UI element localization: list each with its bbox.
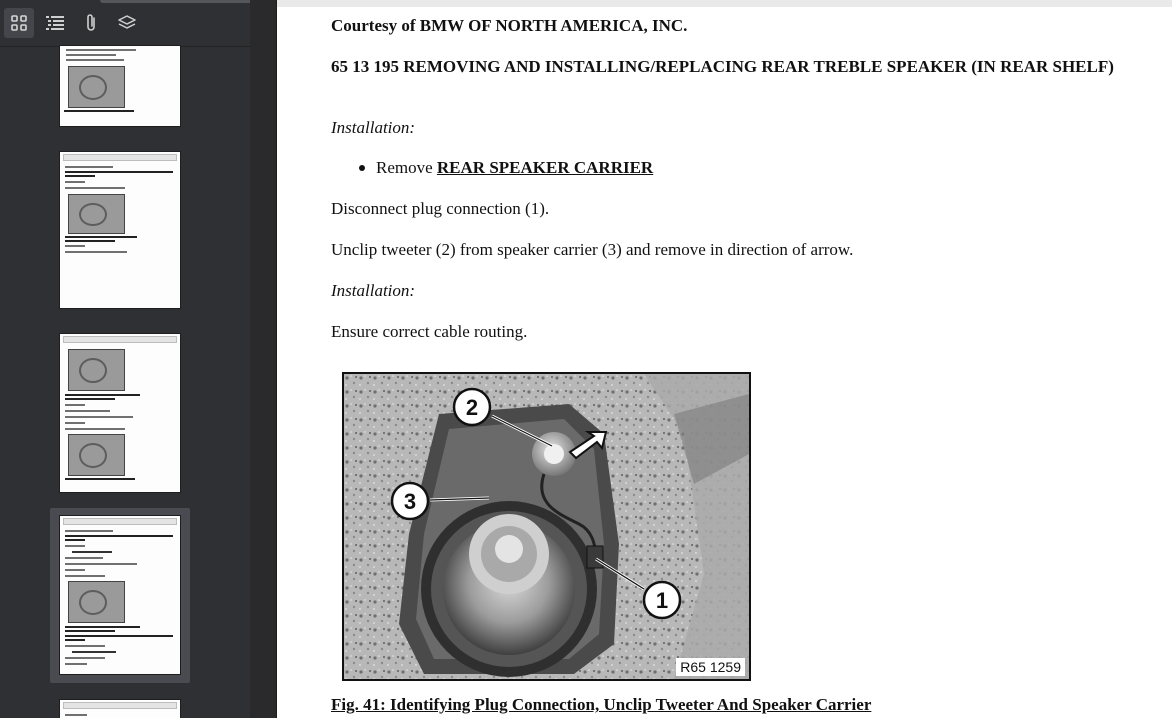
sidebar-splitter[interactable] <box>250 0 277 718</box>
page-thumbnail[interactable] <box>60 334 180 492</box>
step-cable-routing: Ensure correct cable routing. <box>331 322 528 341</box>
page-thumbnail[interactable] <box>60 700 180 718</box>
document-page <box>277 0 1172 718</box>
callout-2: 2 <box>465 395 479 420</box>
page-thumbnail[interactable] <box>60 152 180 308</box>
thumbnail-sidebar <box>0 0 251 718</box>
rear-speaker-carrier-link[interactable]: REAR SPEAKER CARRIER <box>436 158 654 177</box>
section-heading: 65 13 195 REMOVING AND INSTALLING/REPLACING REAR TREBLE SPEAKER (IN REAR SHELF) <box>331 57 1114 76</box>
page-thumbnail-current[interactable] <box>60 516 180 674</box>
speaker-figure <box>342 372 751 681</box>
thumbnails-icon[interactable] <box>4 8 34 38</box>
installation-label: Installation: <box>331 281 416 300</box>
sidebar-toolbar <box>0 0 250 47</box>
bullet-point <box>359 165 365 171</box>
bullet-prefix: Remove <box>376 158 437 177</box>
speaker-photo <box>344 374 749 679</box>
step-unclip: Unclip tweeter (2) from speaker carrier (3) and remove in direction of arrow. <box>331 240 854 259</box>
step-disconnect: Disconnect plug connection (1). <box>331 199 550 218</box>
outline-icon[interactable] <box>40 8 70 38</box>
attachments-icon[interactable] <box>76 8 106 38</box>
figure-caption: Fig. 41: Identifying Plug Connection, Unclip Tweeter And Speaker Carrier <box>331 695 872 714</box>
figure-code: R65 1259 <box>676 658 745 676</box>
callout-3: 3 <box>403 489 417 514</box>
bullet-item <box>376 158 653 178</box>
installation-label: Installation: <box>331 118 416 137</box>
courtesy-line: Courtesy of BMW OF NORTH AMERICA, INC. <box>331 16 688 35</box>
callout-1: 1 <box>655 588 669 613</box>
page-top-edge <box>277 0 1172 7</box>
layers-icon[interactable] <box>112 8 142 38</box>
page-thumbnail[interactable] <box>60 46 180 126</box>
